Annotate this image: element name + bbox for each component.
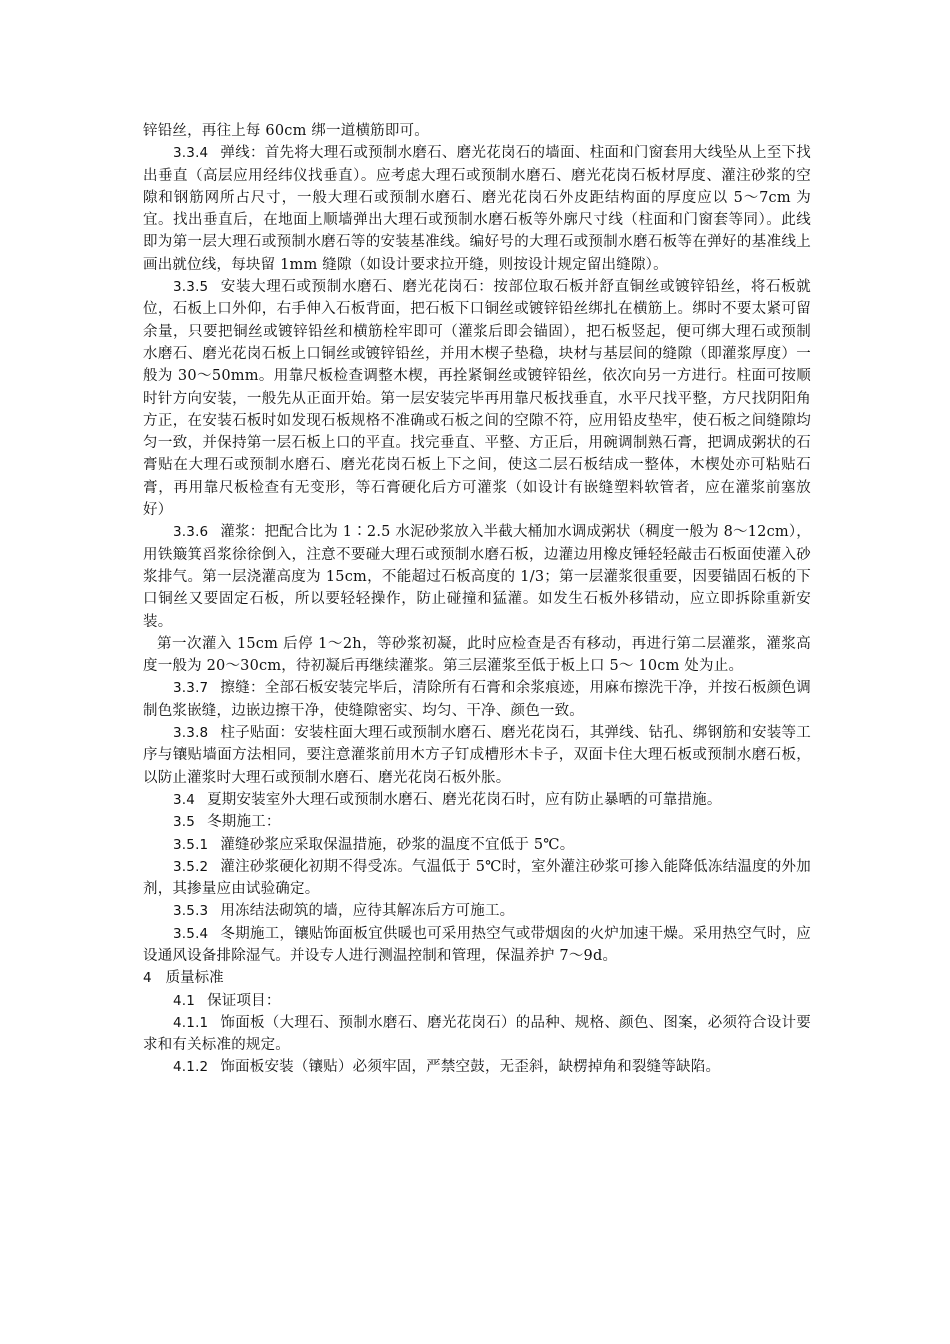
paragraph-3-5 bbox=[143, 811, 811, 833]
section-number: 3.3.4 bbox=[173, 145, 209, 162]
paragraph-3-4 bbox=[143, 789, 811, 811]
paragraph-3-3-5 bbox=[143, 276, 811, 521]
paragraph-text: 饰面板安装（镶贴）必须牢固，严禁空鼓，无歪斜，缺楞掉角和裂缝等缺陷。 bbox=[220, 1059, 721, 1076]
section-number: 3.5.4 bbox=[173, 925, 209, 942]
paragraph-continuation bbox=[143, 120, 811, 142]
paragraph-3-3-7 bbox=[143, 677, 811, 722]
paragraph-text: 柱子贴面：安装柱面大理石或预制水磨石、磨光花岗石，其弹线、钻孔、绑钢筋和安装等工序与镶贴墙面方法相同，要注意灌浆前用木方子钉成槽形木卡子，双面卡住大理石板或预制水磨石板，以防止灌浆时大理石或预制水磨石、磨光花岗石板外胀。 bbox=[143, 725, 811, 786]
paragraph-text: 弹线：首先将大理石或预制水磨石、磨光花岗石的墙面、柱面和门窗套用大线坠从上至下找出垂直（高层应用经纬仪找垂直）。应考虑大理石或预制水磨石、磨光花岗石板材厚度、灌注砂浆的空隙和钢筋网所占尺寸，一般大理石或预制水磨石、磨光花岗石外皮距结构面的厚度应以 5～7cm 为宜。找出垂直后，在地面上顺墙弹出大理石或预制水磨石板等外廓尺寸线（柱面和门窗套等同）。此线即为第一层大理石或预制水磨石等的安装基准线。编好号的大理石或预制水磨石板等在弹好的基准线上画出就位线，每块留 1mm 缝隙（如设计要求拉开缝，则按设计规定留出缝隙）。 bbox=[143, 145, 811, 273]
paragraph-3-5-1 bbox=[143, 834, 811, 856]
paragraph-3-5-2 bbox=[143, 856, 811, 901]
paragraph-text: 夏期安装室外大理石或预制水磨石、磨光花岗石时，应有防止暴晒的可靠措施。 bbox=[207, 791, 722, 808]
paragraph-text: 灌缝砂浆应采取保温措施，砂浆的温度不宜低于 5℃。 bbox=[220, 836, 575, 853]
paragraph-text: 冬期施工，镶贴饰面板宜供暖也可采用热空气或带烟囱的火炉加速干燥。采用热空气时，应设通风设备排除湿气。并设专人进行测温控制和管理，保温养护 7～9d。 bbox=[143, 925, 811, 964]
paragraph-text: 第一次灌入 15cm 后停 1～2h，等砂浆初凝，此时应检查是否有移动，再进行第二层灌浆，灌浆高度一般为 20～30cm，待初凝后再继续灌浆。第三层灌浆至低于板上口 5～ 10cm 处为止。 bbox=[143, 635, 811, 675]
paragraph-4-1-2 bbox=[143, 1056, 811, 1078]
section-number: 4.1.2 bbox=[173, 1059, 209, 1076]
paragraph-3-5-4 bbox=[143, 923, 811, 968]
paragraph-text: 锌铅丝，再往上每 60cm 绑一道横筋即可。 bbox=[143, 123, 429, 139]
section-number: 3.5 bbox=[173, 814, 196, 831]
paragraph-text: 保证项目： bbox=[207, 992, 281, 1009]
section-number: 3.3.5 bbox=[173, 279, 209, 296]
paragraph-text: 灌浆：把配合比为 1∶2.5 水泥砂浆放入半截大桶加水调成粥状（稠度一般为 8～12cm），用铁簸箕舀浆徐徐倒入，注意不要碰大理石或预制水磨石板，边灌边用橡皮锤轻轻敲击石板面使灌入砂浆排气。第一层浇灌高度为 15cm，不能超过石板高度的 1/3；第一层灌浆很重要，因要锚固石板的下口铜丝又要固定石板，所以要轻轻操作，防止碰撞和猛灌。如发生石板外移错动，应立即拆除重新安装。 bbox=[143, 524, 811, 630]
paragraph-text: 灌注砂浆硬化初期不得受冻。气温低于 5℃时，室外灌注砂浆可掺入能降低冻结温度的外加剂，其掺量应由试验确定。 bbox=[143, 858, 811, 898]
paragraph-4-1 bbox=[143, 990, 811, 1012]
section-number: 3.3.7 bbox=[173, 680, 209, 697]
section-number: 3.3.8 bbox=[173, 725, 209, 742]
section-number: 4.1.1 bbox=[173, 1014, 209, 1031]
paragraph-3-3-6 bbox=[143, 521, 811, 632]
section-heading-quality-standard bbox=[143, 967, 811, 989]
paragraph-3-5-3 bbox=[143, 900, 811, 922]
section-number: 3.5.2 bbox=[173, 858, 209, 875]
paragraph-3-3-4 bbox=[143, 142, 811, 276]
paragraph-text: 安装大理石或预制水磨石、磨光花岗石：按部位取石板并舒直铜丝或镀锌铅丝，将石板就位，石板上口外仰，右手伸入石板背面，把石板下口铜丝或镀锌铅丝绑扎在横筋上。绑时不要太紧可留余量，只要把铜丝或镀锌铅丝和横筋栓牢即可（灌浆后即会锚固），把石板竖起，便可绑大理石或预制水磨石、磨光花岗石板上口铜丝或镀锌铅丝，并用木楔子垫稳，块材与基层间的缝隙（即灌浆厚度）一般为 30～50mm。用靠尺板检查调整木楔，再拴紧铜丝或镀锌铅丝，依次向另一方进行。柱面可按顺时针方向安装，一般先从正面开始。第一层安装完毕再用靠尺板找垂直，水平尺找平整，方尺找阴阳角方正，在安装石板时如发现石板规格不准确或石板之间的空隙不符，应用铅皮垫牢，使石板之间缝隙均匀一致，并保持第一层石板上口的平直。找完垂直、平整、方正后，用碗调制熟石膏，把调成粥状的石膏贴在大理石或预制水磨石、磨光花岗石板上下之间，使这二层石板结成一整体，木楔处亦可粘贴石膏，再用靠尺板检查有无变形，等石膏硬化后方可灌浆（如设计有嵌缝塑料软管者，应在灌浆前塞放好） bbox=[143, 279, 811, 519]
section-number: 3.3.6 bbox=[173, 524, 209, 541]
paragraph-grouting-layers bbox=[143, 633, 811, 678]
paragraph-text: 饰面板（大理石、预制水磨石、磨光花岗石）的品种、规格、颜色、图案，必须符合设计要求和有关标准的规定。 bbox=[143, 1014, 811, 1054]
document-page bbox=[143, 120, 811, 1079]
paragraph-text: 擦缝：全部石板安装完毕后，清除所有石膏和余浆痕迹，用麻布擦洗干净，并按石板颜色调制色浆嵌缝，边嵌边擦干净，使缝隙密实、均匀、干净、颜色一致。 bbox=[143, 680, 811, 719]
paragraph-text: 冬期施工： bbox=[207, 814, 281, 831]
section-number: 4.1 bbox=[173, 992, 196, 1009]
section-number: 3.4 bbox=[173, 791, 196, 808]
heading-text: 质量标准 bbox=[165, 970, 224, 987]
section-number: 3.5.1 bbox=[173, 836, 209, 853]
paragraph-text: 用冻结法砌筑的墙，应待其解冻后方可施工。 bbox=[220, 903, 515, 920]
paragraph-3-3-8 bbox=[143, 722, 811, 789]
section-number: 3.5.3 bbox=[173, 903, 209, 920]
section-number: 4 bbox=[143, 970, 152, 987]
paragraph-4-1-1 bbox=[143, 1012, 811, 1057]
